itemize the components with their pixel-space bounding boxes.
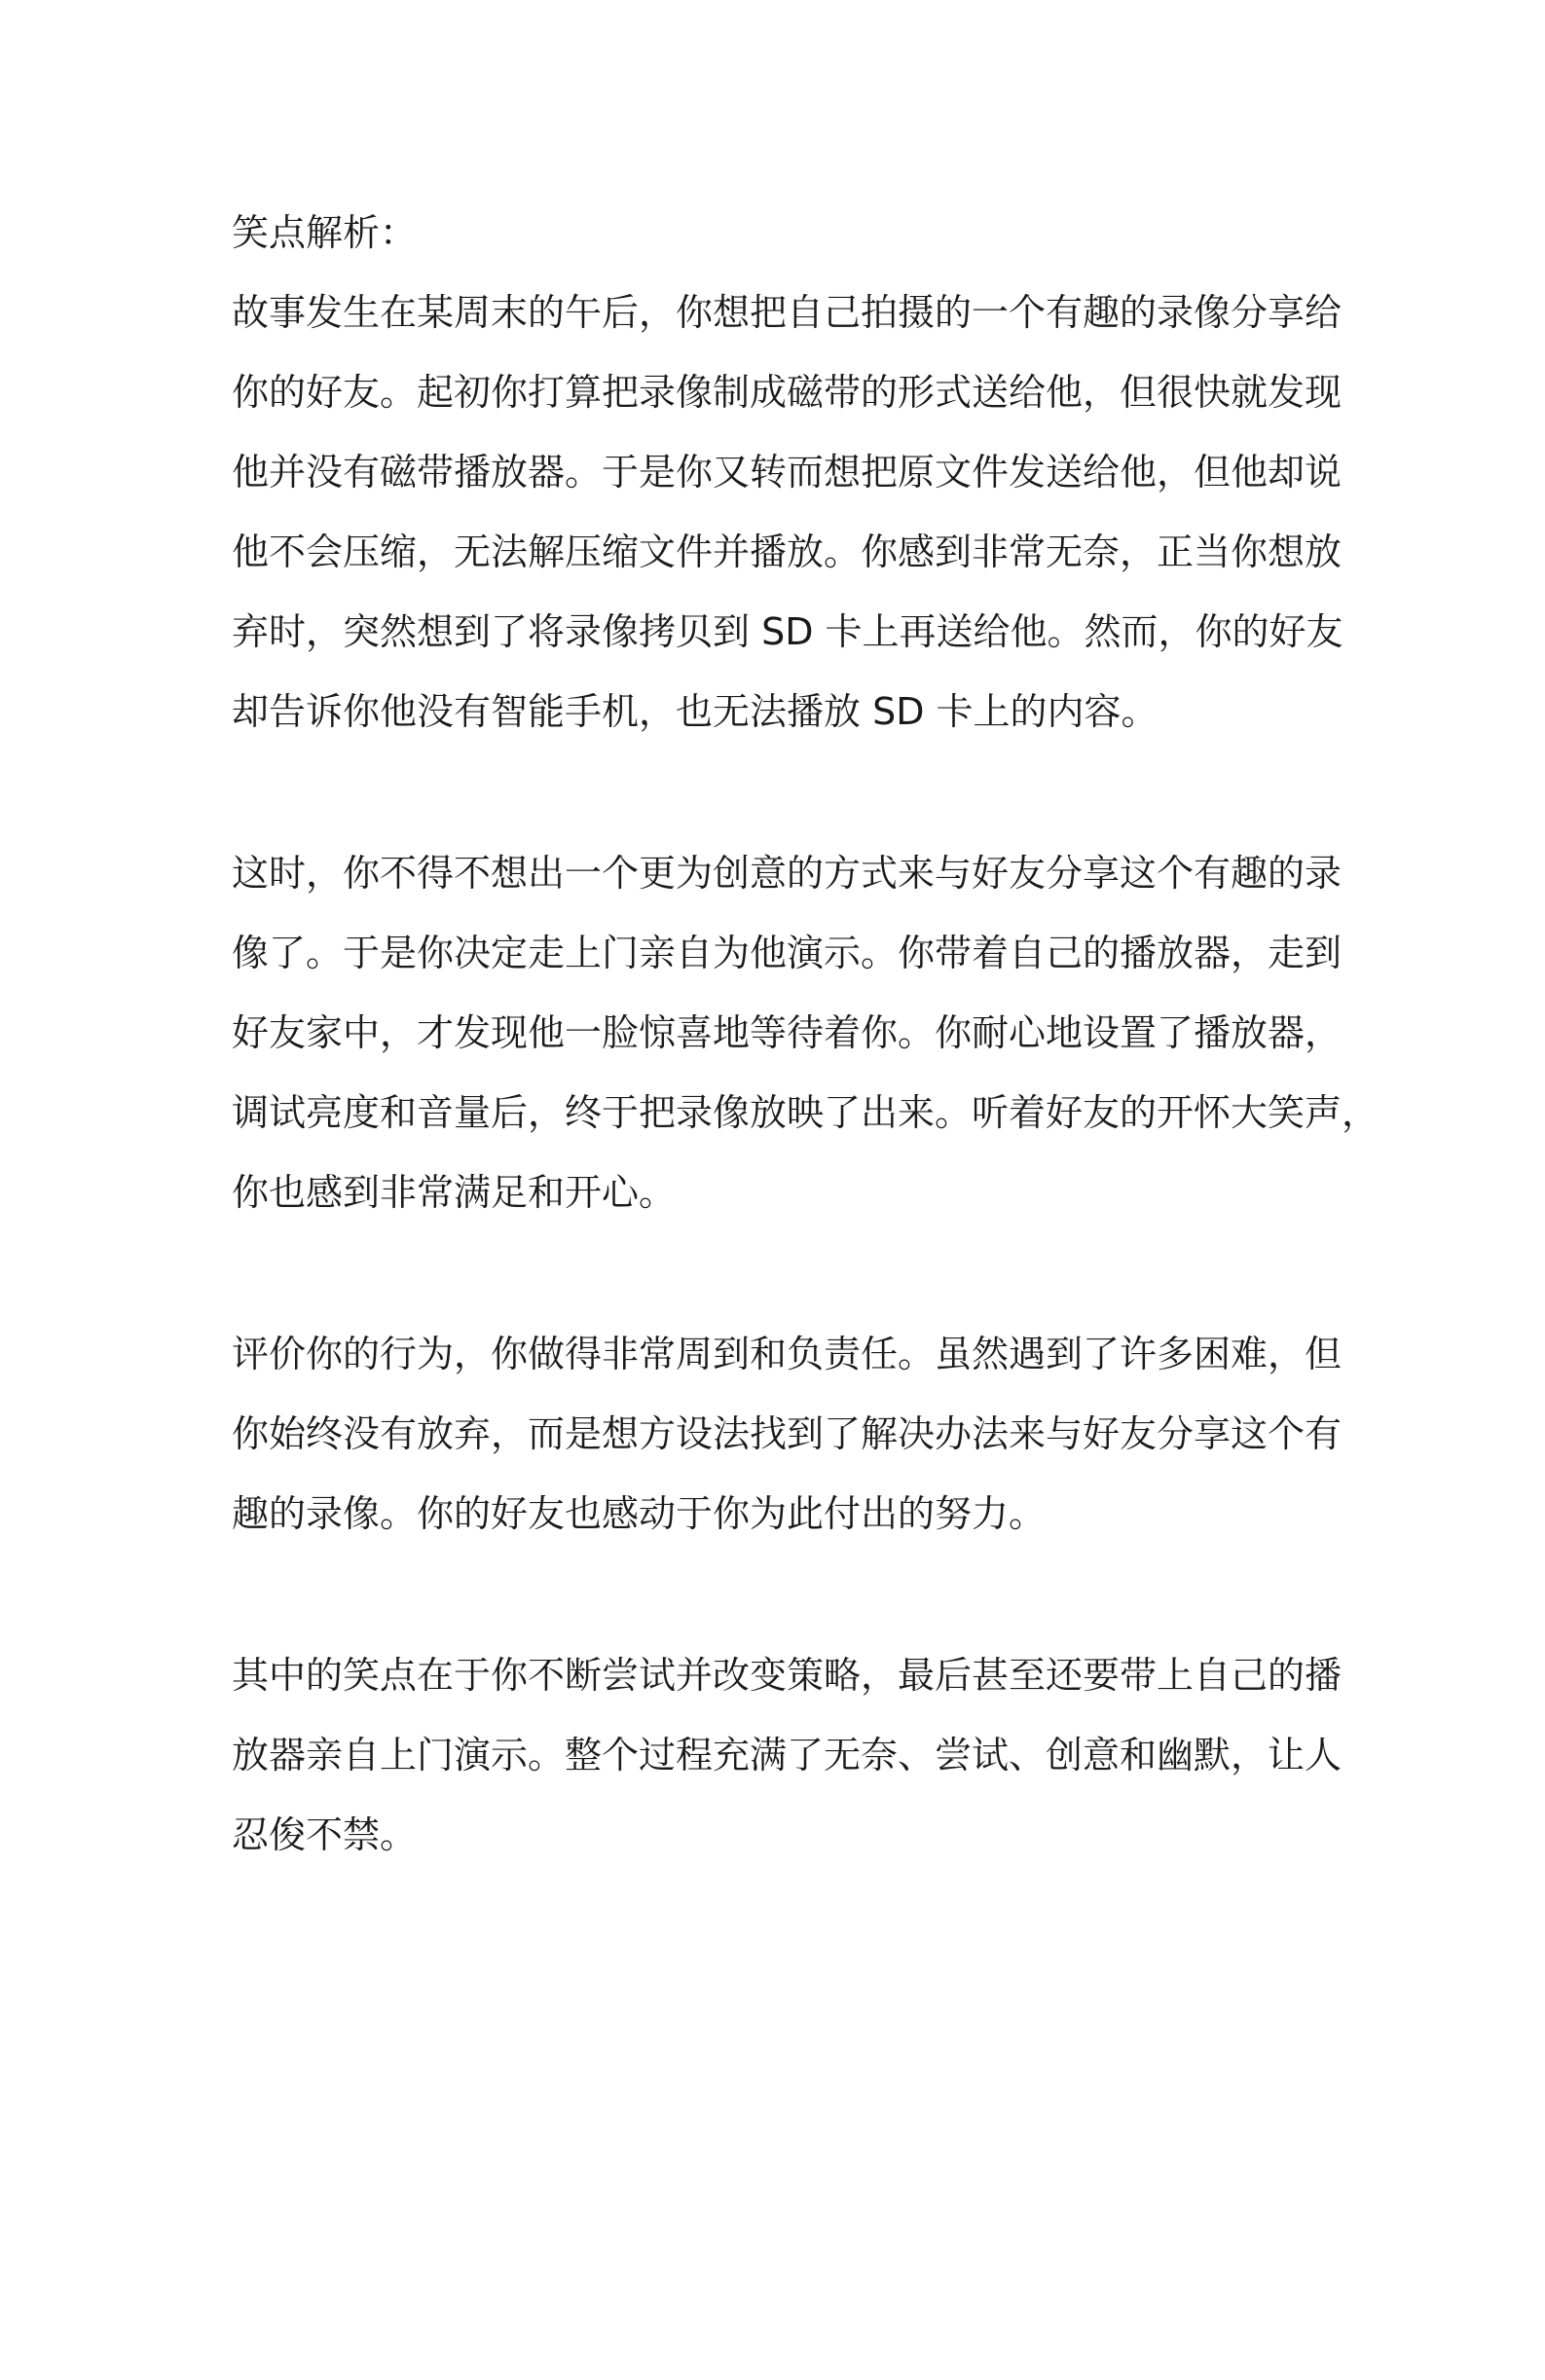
paragraph-line: 弃时，突然想到了将录像拷贝到 SD 卡上再送给他。然而，你的好友 bbox=[232, 610, 1343, 653]
paragraph-line: 你也感到非常满足和开心。 bbox=[232, 1171, 677, 1214]
paragraph-line: 像了。于是你决定走上门亲自为他演示。你带着自己的播放器，走到 bbox=[232, 932, 1343, 974]
paragraph-4 bbox=[232, 1635, 1343, 1875]
paragraph-line: 他并没有磁带播放器。于是你又转而想把原文件发送给他，但他却说 bbox=[232, 451, 1343, 494]
paragraph-1 bbox=[232, 273, 1343, 751]
paragraph-line: 却告诉你他没有智能手机，也无法播放 SD 卡上的内容。 bbox=[232, 690, 1159, 733]
paragraph-line: 这时，你不得不想出一个更为创意的方式来与好友分享这个有趣的录 bbox=[232, 852, 1343, 895]
paragraph-spacer bbox=[232, 1554, 1322, 1635]
document-body bbox=[232, 193, 1379, 1875]
paragraph-line: 你的好友。起初你打算把录像制成磁带的形式送给他，但很快就发现 bbox=[232, 371, 1343, 414]
paragraph-line: 好友家中，才发现他一脸惊喜地等待着你。你耐心地设置了播放器， bbox=[232, 1011, 1343, 1054]
paragraph-line: 你始终没有放弃，而是想方设法找到了解决办法来与好友分享这个有 bbox=[232, 1412, 1343, 1455]
paragraph-line: 放器亲自上门演示。整个过程充满了无奈、尝试、创意和幽默，让人 bbox=[232, 1734, 1343, 1776]
paragraph-line: 其中的笑点在于你不断尝试并改变策略，最后甚至还要带上自己的播 bbox=[232, 1654, 1343, 1697]
paragraph-spacer bbox=[232, 751, 1322, 833]
paragraph-line: 故事发生在某周末的午后，你想把自己拍摄的一个有趣的录像分享给 bbox=[232, 291, 1343, 334]
paragraph-line: 他不会压缩，无法解压缩文件并播放。你感到非常无奈，正当你想放 bbox=[232, 531, 1343, 573]
paragraph-line: 忍俊不禁。 bbox=[232, 1813, 418, 1856]
paragraph-3 bbox=[232, 1314, 1343, 1554]
paragraph-spacer bbox=[232, 1232, 1322, 1314]
section-heading: 笑点解析： bbox=[232, 211, 418, 254]
paragraph-line: 评价你的行为，你做得非常周到和负责任。虽然遇到了许多困难，但 bbox=[232, 1333, 1343, 1375]
paragraph-line: 趣的录像。你的好友也感动于你为此付出的努力。 bbox=[232, 1492, 1047, 1535]
paragraph-line: 调试亮度和音量后，终于把录像放映了出来。听着好友的开怀大笑声， bbox=[232, 1091, 1379, 1134]
paragraph-2 bbox=[232, 833, 1379, 1232]
